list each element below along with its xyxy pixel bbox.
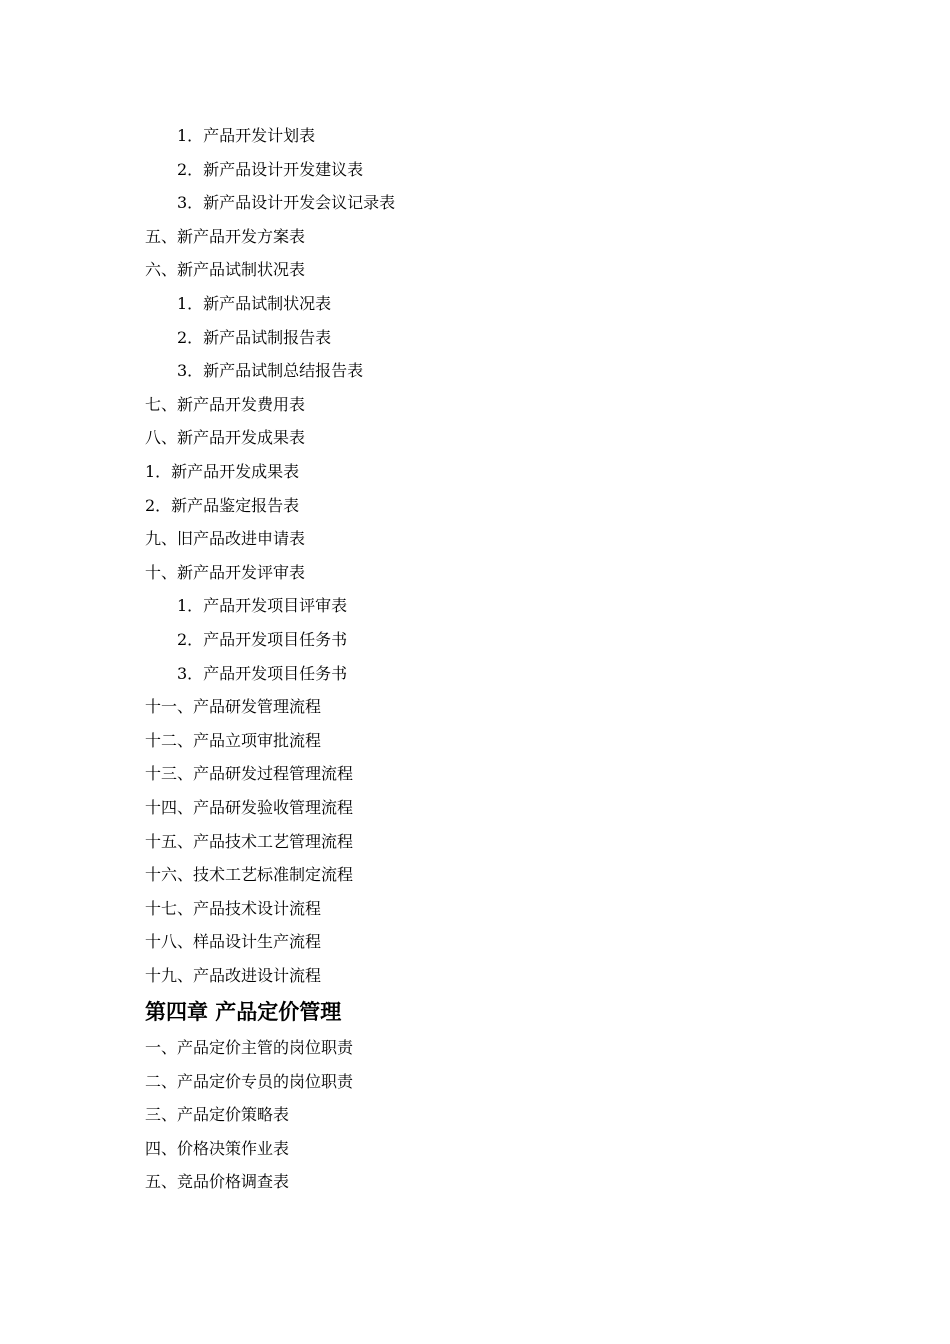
chapter-toc-item: 一、产品定价主管的岗位职责 [145,1038,354,1057]
toc-item: 2．产品开发项目任务书 [177,630,348,649]
toc-item: 3．新产品试制总结报告表 [177,361,364,381]
toc-item: 十七、产品技术设计流程 [145,898,322,918]
chapter-heading: 第四章 产品定价管理 [145,1000,342,1024]
toc-item: 八、新产品开发成果表 [145,428,306,448]
toc-item: 2．新产品试制报告表 [177,327,332,347]
toc-item: 1．产品开发项目评审表 [177,596,348,616]
toc-item: 2．新产品设计开发建议表 [177,159,364,179]
toc-item: 六、新产品试制状况表 [145,260,306,280]
toc-item: 十九、产品改进设计流程 [145,966,322,985]
toc-item: 2．新产品鉴定报告表 [145,495,300,515]
toc-item: 3．产品开发项目任务书 [177,663,348,683]
toc-item: 1．新产品试制状况表 [177,294,332,313]
toc-item: 十五、产品技术工艺管理流程 [145,831,354,851]
chapter-toc-item: 五、竞品价格调查表 [145,1172,290,1192]
toc-item: 十二、产品立项审批流程 [145,730,322,750]
toc-item: 十一、产品研发管理流程 [145,697,322,717]
chapter-toc-item: 二、产品定价专员的岗位职责 [145,1071,354,1091]
toc-item: 五、新产品开发方案表 [145,226,306,246]
toc-item: 1．产品开发计划表 [177,126,316,145]
chapter-toc-item: 三、产品定价策略表 [145,1105,290,1125]
toc-item: 十四、产品研发验收管理流程 [145,798,354,817]
toc-item: 1．新产品开发成果表 [145,462,300,481]
toc-item: 3．新产品设计开发会议记录表 [177,193,396,213]
toc-item: 九、旧产品改进申请表 [145,529,306,549]
toc-item: 十三、产品研发过程管理流程 [145,764,354,784]
toc-item: 十八、样品设计生产流程 [145,932,322,952]
toc-item: 十六、技术工艺标准制定流程 [145,865,354,885]
chapter-toc-item: 四、价格决策作业表 [145,1138,290,1158]
toc-item: 十、新产品开发评审表 [145,562,306,582]
toc-item: 七、新产品开发费用表 [145,394,306,414]
